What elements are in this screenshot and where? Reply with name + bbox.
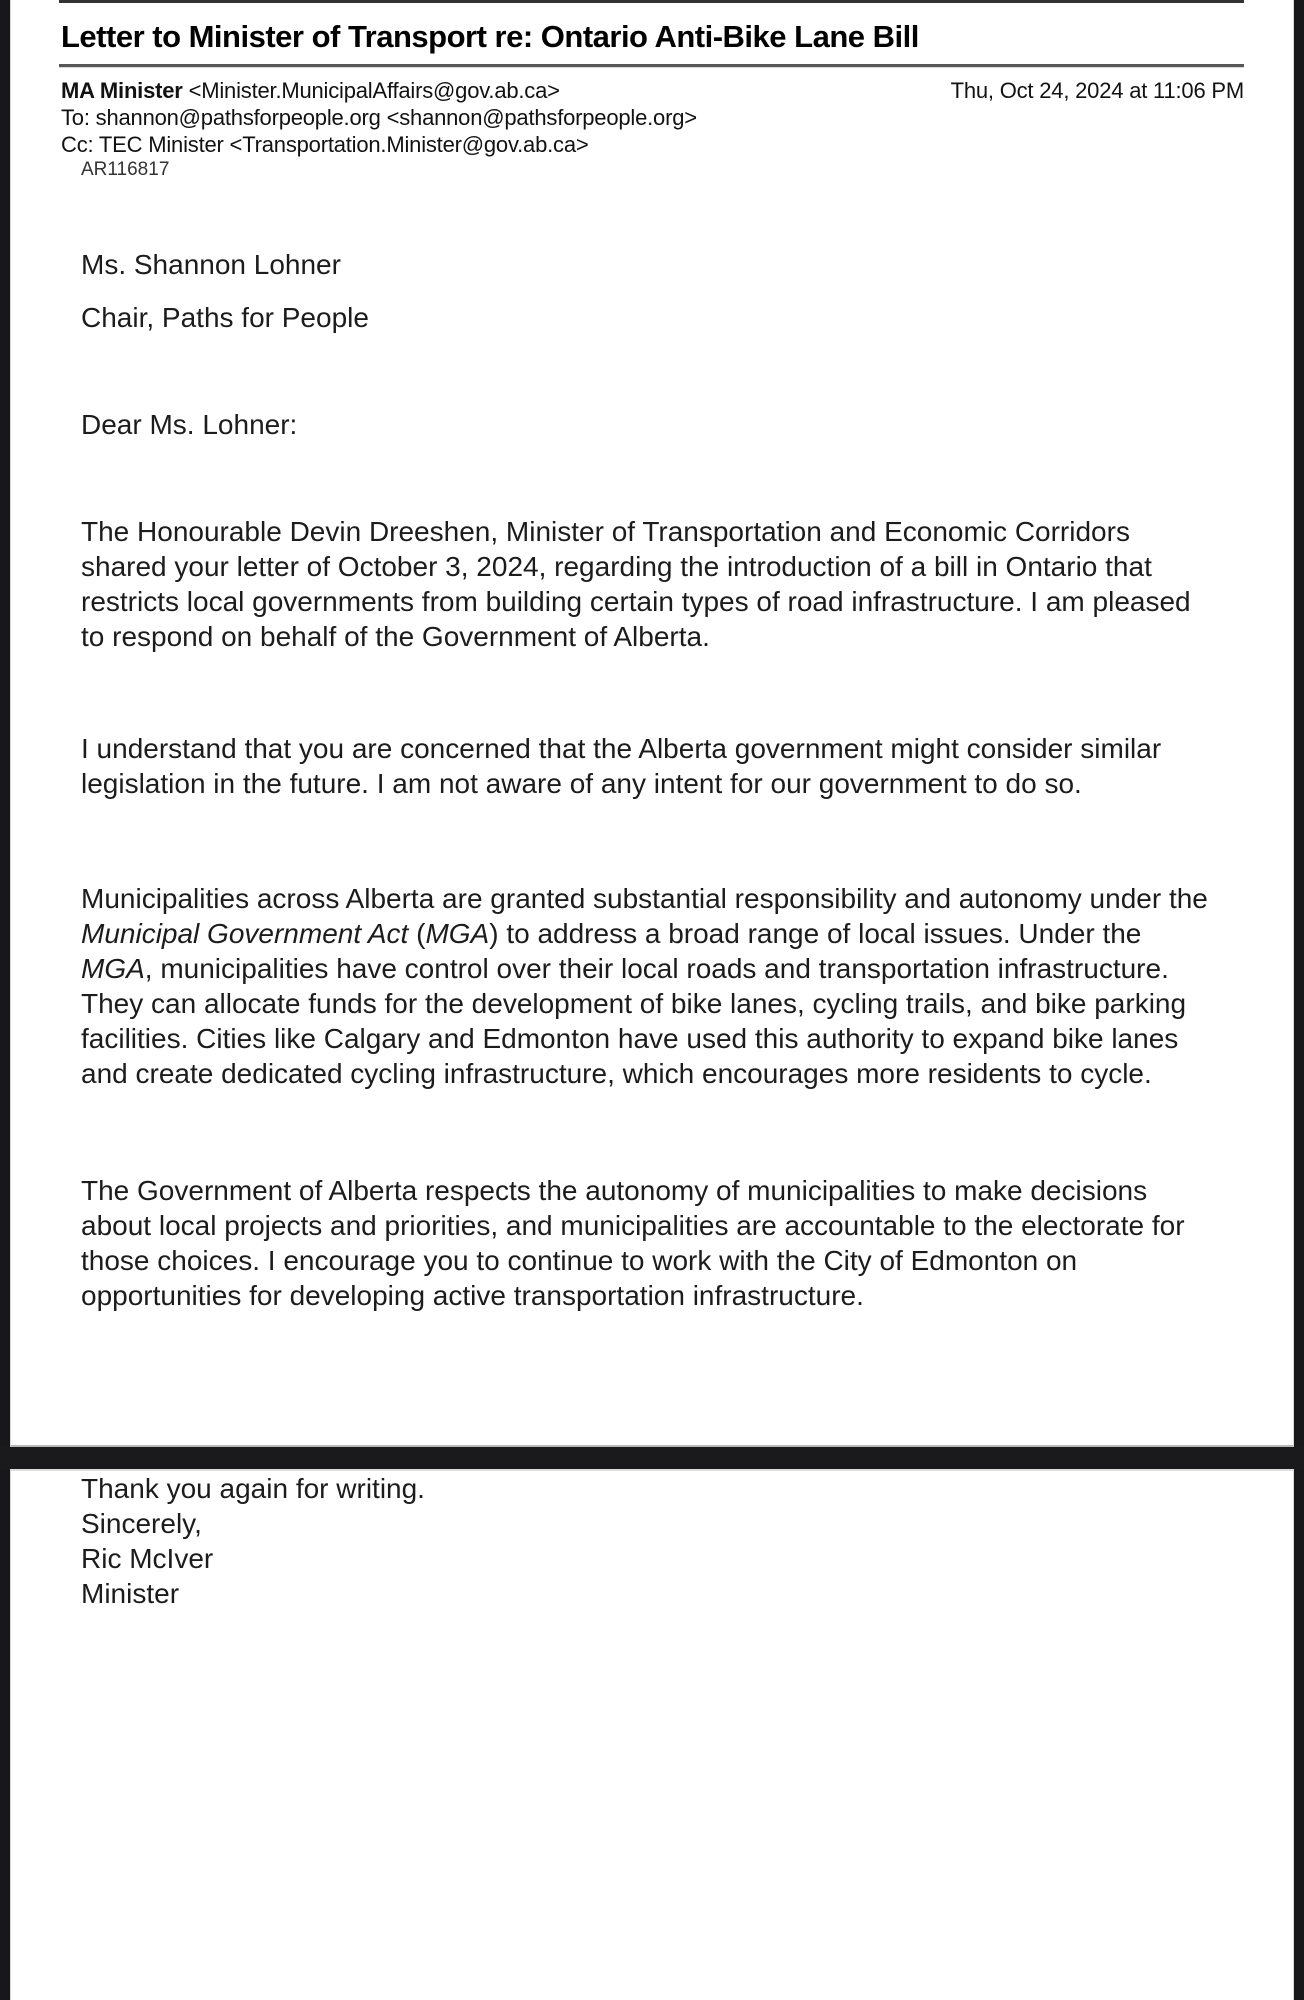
letter-paragraph-1: The Honourable Devin Dreeshen, Minister of Transportation and Economic Corridors shared your letter of October 3, 2024, regarding the introduction of a bill in Ontario that restricts local governments from building certain types of road infrastructure. I am pleased to respond on behalf of the Government of Alberta.	[81, 516, 1191, 652]
closing-thanks: Thank you again for writing.	[81, 1473, 425, 1504]
page-gap	[0, 1447, 1304, 1469]
sender-line	[61, 77, 560, 104]
subject-divider	[59, 64, 1244, 68]
recipient-title: Chair, Paths for People	[81, 302, 369, 333]
sender-name: MA Minister	[61, 78, 183, 103]
closing-body	[81, 1471, 1217, 1611]
sender-address: <Minister.MunicipalAffairs@gov.ab.ca>	[188, 78, 560, 103]
italic-mga-abbrev: MGA	[81, 953, 145, 984]
letter-paragraph-2: I understand that you are concerned that the Alberta government might consider similar legislation in the future. I am not aware of any intent for our government to do so.	[81, 733, 1162, 799]
italic-act-title: Municipal Government Act	[81, 918, 409, 949]
email-subject: Letter to Minister of Transport re: Ontario Anti-Bike Lane Bill	[61, 19, 919, 54]
cc-line: Cc: TEC Minister <Transportation.Minister@gov.ab.ca>	[61, 132, 589, 157]
top-border-line	[59, 0, 1244, 3]
signature-pane	[10, 1469, 1294, 2000]
closing-salutation: Sincerely,	[81, 1508, 202, 1539]
salutation: Dear Ms. Lohner:	[81, 409, 298, 440]
italic-mga-abbrev: MGA	[425, 918, 490, 949]
to-line: To: shannon@pathsforpeople.org <shannon@pathsforpeople.org>	[61, 105, 697, 130]
paragraph-3-text: (	[408, 918, 426, 949]
email-date: Thu, Oct 24, 2024 at 11:06 PM	[950, 78, 1244, 103]
paragraph-3-text: Municipalities across Alberta are granted substantial responsibility and autonomy under the	[81, 883, 1208, 914]
signature-name: Ric McIver	[81, 1543, 214, 1574]
paragraph-3-text: , municipalities have control over their local roads and transportation infrastructure. They can allocate funds for the development of bike lanes, cycling trails, and bike parking facilities. Cities like Calgary and Edmonton have used this authority to expand bike lanes and create dedicated cycling infrastructure, which encourages more residents to cycle.	[81, 953, 1187, 1089]
email-header	[61, 77, 1244, 158]
signature-title: Minister	[81, 1578, 180, 1609]
letter-paragraph-4: The Government of Alberta respects the autonomy of municipalities to make decisions about local projects and priorities, and municipalities are accountable to the electorate for those choices. I encourage you to continue to work with the City of Edmonton on opportunities for developing active transportation infrastructure.	[81, 1175, 1185, 1311]
letter-paragraph-3	[81, 881, 1217, 1091]
letter-body	[81, 158, 1217, 1313]
reference-number: AR116817	[81, 159, 170, 180]
recipient-name: Ms. Shannon Lohner	[81, 249, 341, 280]
paragraph-3-text: ) to address a broad range of local issues. Under the	[489, 918, 1142, 949]
sender-row	[61, 77, 1244, 104]
email-pane	[10, 0, 1294, 1447]
